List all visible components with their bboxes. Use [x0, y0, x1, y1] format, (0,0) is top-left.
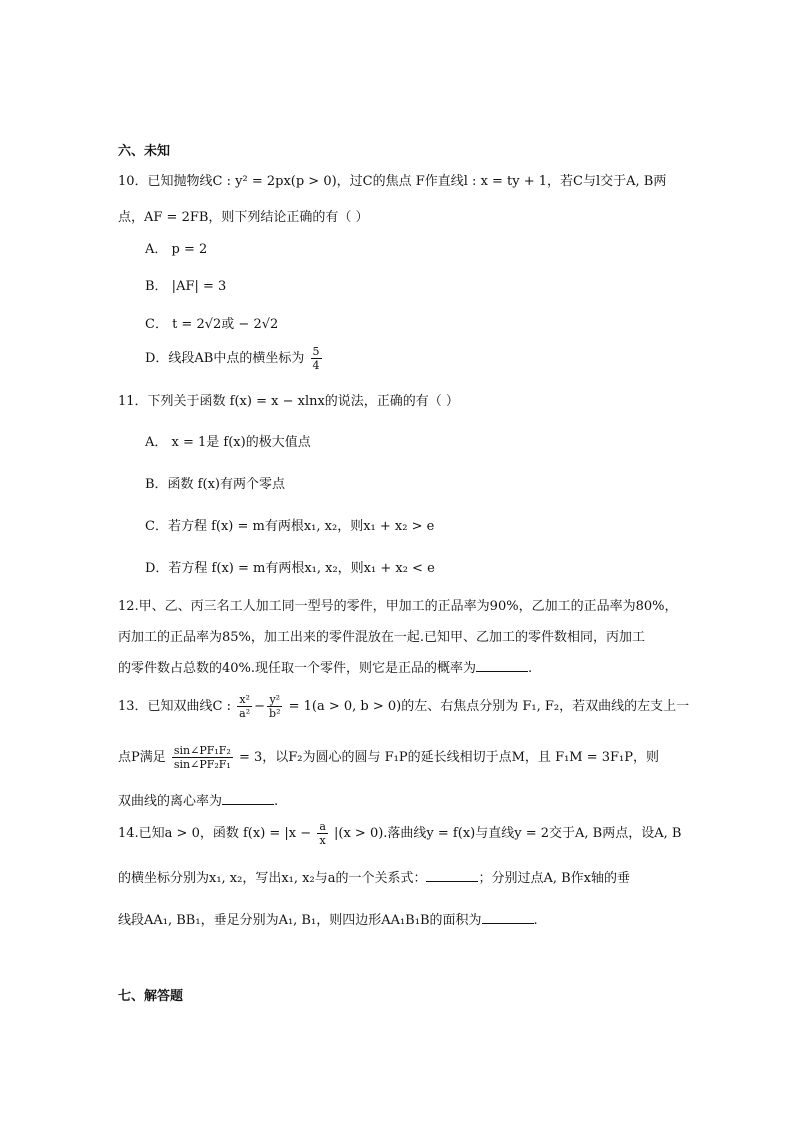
q12-line2: 丙加工的正品率为85%，加工出来的零件混放在一起.已知甲、乙加工的零件数相同，丙加工 — [118, 630, 646, 645]
section-title-6: 六、未知 — [118, 144, 171, 159]
fraction-numerator: y² — [267, 693, 282, 707]
fraction-numerator: x² — [237, 693, 252, 707]
q13-line1: 13．已知双曲线C : $\frac{\text{x²}}{\text{a²}}$ − $\frac{\text{y²}}{\text{b²}}$ = 1(a > 0, b > 0)的左、右焦点分别为 F₁, F₂，若双曲线的左支上一 — [118, 693, 690, 720]
q11-stem: 11．下列关于函数 f(x) = x − xlnx的说法，正确的有（ ） — [118, 394, 459, 409]
q14-line2 — [118, 867, 630, 886]
q13-line2 — [118, 744, 659, 771]
fraction-denominator: b² — [269, 707, 281, 720]
q12-line1: 12.甲、乙、丙三名工人加工同一型号的零件，甲加工的正品率为90%，乙加工的正品率为80%， — [118, 599, 678, 614]
q11-option-b: B．函数 f(x)有两个零点 — [145, 477, 285, 492]
q14-line1-post: |(x > 0).落曲线y = f(x)与直线y = 2交于A, B两点，设A, B — [334, 826, 682, 841]
q14-fraction-a-over-x — [317, 820, 328, 847]
q10-stem-line1: 10．已知抛物线C : y² = 2px(p > 0)，过C的焦点 F作直线l : x = ty + 1，若C与l交于A, B两 — [118, 174, 667, 189]
q10-option-d — [145, 345, 324, 372]
q14-line2-post: ；分别过点A, B作x轴的垂 — [478, 871, 630, 886]
answer-blank — [476, 661, 528, 672]
fraction-denominator: x — [319, 834, 326, 847]
q10-option-d-fraction — [311, 345, 322, 372]
q13-line1-post: = 1(a > 0, b > 0)的左、右焦点分别为 F₁, F₂，若双曲线的左支上一 — [288, 699, 690, 714]
q10-option-a: A． p = 2 — [145, 242, 208, 257]
q13-line1-pre: 13．已知双曲线C : — [118, 699, 232, 714]
q14-line1 — [118, 820, 681, 847]
q13-line2-post: = 3，以F₂为圆心的圆与 F₁P的延长线相切于点M，且 F₁M = 3F₁P，则 — [238, 750, 660, 765]
q10-stem-line2: 点，AF = 2FB，则下列结论正确的有（ ） — [118, 210, 369, 225]
fraction-numerator: 5 — [312, 345, 320, 358]
answer-blank — [222, 794, 274, 805]
q13-fraction-y — [267, 693, 282, 720]
q10-option-c: C． t = 2√2或 − 2√2 — [145, 317, 279, 332]
fraction-denominator: a² — [239, 707, 251, 720]
q10-option-d-text: D．线段AB中点的横坐标为 — [145, 351, 305, 366]
answer-blank — [426, 871, 478, 882]
q11-option-c: C．若方程 f(x) = m有两根x₁, x₂，则x₁ + x₂ > e — [145, 519, 435, 534]
q11-option-a: A． x = 1是 f(x)的极大值点 — [145, 435, 311, 450]
q13-line3-text: 双曲线的离心率为 — [118, 794, 223, 809]
fraction-denominator: sin∠PF₂F₁ — [173, 758, 231, 771]
q14-line3: 线段AA₁, BB₁，垂足分别为A₁, B₁，则四边形AA₁B₁B的面积为 . — [118, 913, 538, 928]
q10-option-b: B． |AF| = 3 — [145, 279, 227, 294]
q13-line2-pre: 点P满足 — [118, 750, 166, 765]
q14-line1-pre: 14.已知a > 0，函数 f(x) = |x − — [118, 826, 312, 841]
q12-line3-text: 的零件数占总数的40%.现任取一个零件，则它是正品的概率为 — [118, 661, 477, 676]
q13-fraction-sin — [172, 744, 233, 771]
fraction-denominator: 4 — [312, 359, 320, 372]
q14-line2-pre: 的横坐标分别为x₁, x₂，写出x₁, x₂与a的一个关系式： — [118, 871, 427, 886]
q11-option-d: D．若方程 f(x) = m有两根x₁, x₂，则x₁ + x₂ < e — [145, 561, 435, 576]
q14-line3-pre: 线段AA₁, BB₁，垂足分别为A₁, B₁，则四边形AA₁B₁B的面积为 — [118, 913, 482, 928]
q13-fraction-x — [237, 693, 252, 720]
answer-blank — [482, 913, 534, 924]
section-title-7: 七、解答题 — [118, 989, 184, 1004]
fraction-numerator: a — [319, 820, 326, 833]
fraction-numerator: sin∠PF₁F₂ — [173, 744, 231, 757]
q12-line3: 的零件数占总数的40%.现任取一个零件，则它是正品的概率为 . — [118, 661, 533, 676]
q13-line3: 双曲线的离心率为 . — [118, 794, 279, 809]
